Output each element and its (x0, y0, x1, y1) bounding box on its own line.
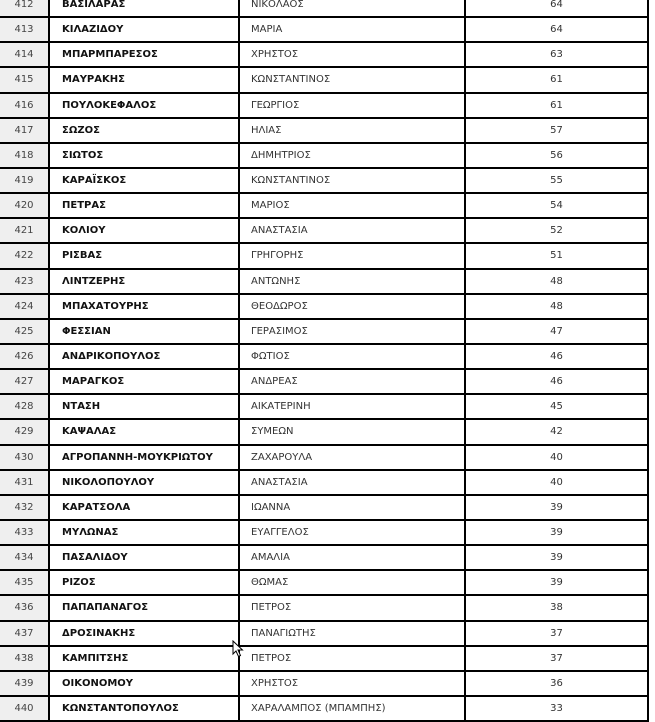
surname-cell: ΛΙΝΤΖΕΡΗΣ (50, 270, 240, 293)
first-name-cell: ΓΕΩΡΓΙΟΣ (240, 94, 466, 117)
votes-cell: 46 (466, 370, 649, 393)
surname-cell: ΠΟΥΛΟΚΕΦΑΛΟΣ (50, 94, 240, 117)
votes-cell: 37 (466, 647, 649, 670)
votes-cell: 39 (466, 521, 649, 544)
votes-cell: 45 (466, 395, 649, 418)
surname-cell: ΚΙΛΑΖΙΔΟΥ (50, 18, 240, 41)
first-name-cell: ΕΥΑΓΓΕΛΟΣ (240, 521, 466, 544)
first-name-cell: ΑΝΔΡΕΑΣ (240, 370, 466, 393)
votes-cell: 42 (466, 420, 649, 443)
table-row (0, 68, 649, 93)
table-row (0, 370, 649, 395)
row-number: 425 (0, 320, 50, 343)
row-number: 412 (0, 0, 50, 16)
table-row (0, 546, 649, 571)
surname-cell: ΚΟΛΙΟΥ (50, 219, 240, 242)
votes-cell: 56 (466, 144, 649, 167)
votes-cell: 33 (466, 697, 649, 720)
row-number: 431 (0, 471, 50, 494)
surname-cell: ΜΠΑΧΑΤΟΥΡΗΣ (50, 295, 240, 318)
row-number: 422 (0, 244, 50, 267)
row-number: 433 (0, 521, 50, 544)
votes-cell: 48 (466, 295, 649, 318)
table-row (0, 295, 649, 320)
table-row (0, 320, 649, 345)
first-name-cell: ΧΡΗΣΤΟΣ (240, 43, 466, 66)
surname-cell: ΠΑΠΑΠΑΝΑΓΟΣ (50, 596, 240, 619)
surname-cell: ΚΑΜΠΙΤΣΗΣ (50, 647, 240, 670)
surname-cell: ΝΤΑΣΗ (50, 395, 240, 418)
table-row (0, 94, 649, 119)
surname-cell: ΚΑΡΑΤΣΟΛΑ (50, 496, 240, 519)
first-name-cell: ΚΩΝΣΤΑΝΤΙΝΟΣ (240, 68, 466, 91)
table-row (0, 596, 649, 621)
row-number: 428 (0, 395, 50, 418)
surname-cell: ΚΩΝΣΤΑΝΤΟΠΟΥΛΟΣ (50, 697, 240, 720)
table-row (0, 622, 649, 647)
row-number: 439 (0, 672, 50, 695)
votes-cell: 39 (466, 496, 649, 519)
votes-cell: 39 (466, 546, 649, 569)
first-name-cell: ΗΛΙΑΣ (240, 119, 466, 142)
surname-cell: ΑΝΔΡΙΚΟΠΟΥΛΟΣ (50, 345, 240, 368)
first-name-cell: ΧΡΗΣΤΟΣ (240, 672, 466, 695)
surname-cell: ΜΠΑΡΜΠΑΡΕΣΟΣ (50, 43, 240, 66)
surname-cell: ΜΑΡΑΓΚΟΣ (50, 370, 240, 393)
first-name-cell: ΑΝΑΣΤΑΣΙΑ (240, 471, 466, 494)
votes-cell: 39 (466, 571, 649, 594)
first-name-cell: ΝΙΚΟΛΑΟΣ (240, 0, 466, 16)
first-name-cell: ΚΩΝΣΤΑΝΤΙΝΟΣ (240, 169, 466, 192)
votes-cell: 57 (466, 119, 649, 142)
votes-cell: 46 (466, 345, 649, 368)
table-row (0, 219, 649, 244)
surname-cell: ΒΑΣΙΛΑΡΑΣ (50, 0, 240, 16)
surname-cell: ΡΙΖΟΣ (50, 571, 240, 594)
row-number: 440 (0, 697, 50, 720)
mouse-pointer-icon (232, 640, 244, 662)
votes-cell: 51 (466, 244, 649, 267)
first-name-cell: ΓΕΡΑΣΙΜΟΣ (240, 320, 466, 343)
row-number: 427 (0, 370, 50, 393)
table-row (0, 647, 649, 672)
surname-cell: ΚΑΡΑΪΣΚΟΣ (50, 169, 240, 192)
first-name-cell: ΠΕΤΡΟΣ (240, 647, 466, 670)
row-number: 418 (0, 144, 50, 167)
table-row (0, 144, 649, 169)
votes-cell: 55 (466, 169, 649, 192)
table-row (0, 471, 649, 496)
table-row (0, 0, 649, 18)
table-row (0, 270, 649, 295)
surname-cell: ΣΙΩΤΟΣ (50, 144, 240, 167)
first-name-cell: ΑΝΤΩΝΗΣ (240, 270, 466, 293)
votes-cell: 64 (466, 18, 649, 41)
first-name-cell: ΧΑΡΑΛΑΜΠΟΣ (ΜΠΑΜΠΗΣ) (240, 697, 466, 720)
votes-cell: 61 (466, 94, 649, 117)
table-row (0, 244, 649, 269)
table-row (0, 697, 649, 722)
table-row (0, 446, 649, 471)
row-number: 429 (0, 420, 50, 443)
votes-cell: 64 (466, 0, 649, 16)
surname-cell: ΣΩΖΟΣ (50, 119, 240, 142)
table-row (0, 43, 649, 68)
table-row (0, 18, 649, 43)
row-number: 424 (0, 295, 50, 318)
votes-cell: 61 (466, 68, 649, 91)
row-number: 432 (0, 496, 50, 519)
row-number: 437 (0, 622, 50, 645)
row-number: 430 (0, 446, 50, 469)
table-row (0, 395, 649, 420)
first-name-cell: ΙΩΑΝΝΑ (240, 496, 466, 519)
first-name-cell: ΠΑΝΑΓΙΩΤΗΣ (240, 622, 466, 645)
votes-cell: 37 (466, 622, 649, 645)
votes-cell: 52 (466, 219, 649, 242)
table-row (0, 420, 649, 445)
votes-cell: 40 (466, 446, 649, 469)
votes-cell: 47 (466, 320, 649, 343)
votes-cell: 38 (466, 596, 649, 619)
surname-cell: ΚΑΨΑΛΑΣ (50, 420, 240, 443)
table-row (0, 571, 649, 596)
row-number: 434 (0, 546, 50, 569)
table-row (0, 119, 649, 144)
row-number: 435 (0, 571, 50, 594)
surname-cell: ΟΙΚΟΝΟΜΟΥ (50, 672, 240, 695)
table-row (0, 345, 649, 370)
row-number: 419 (0, 169, 50, 192)
first-name-cell: ΔΗΜΗΤΡΙΟΣ (240, 144, 466, 167)
row-number: 417 (0, 119, 50, 142)
surname-cell: ΝΙΚΟΛΟΠΟΥΛΟΥ (50, 471, 240, 494)
votes-cell: 63 (466, 43, 649, 66)
row-number: 426 (0, 345, 50, 368)
first-name-cell: ΘΕΟΔΩΡΟΣ (240, 295, 466, 318)
surname-cell: ΡΙΣΒΑΣ (50, 244, 240, 267)
surname-cell: ΦΕΣΣΙΑΝ (50, 320, 240, 343)
surname-cell: ΑΓΡΟΠΑΝΝΗ-ΜΟΥΚΡΙΩΤΟΥ (50, 446, 240, 469)
table-row (0, 672, 649, 697)
surname-cell: ΜΑΥΡΑΚΗΣ (50, 68, 240, 91)
row-number: 413 (0, 18, 50, 41)
surname-cell: ΜΥΛΩΝΑΣ (50, 521, 240, 544)
first-name-cell: ΘΩΜΑΣ (240, 571, 466, 594)
surname-cell: ΠΕΤΡΑΣ (50, 194, 240, 217)
row-number: 436 (0, 596, 50, 619)
first-name-cell: ΜΑΡΙΑ (240, 18, 466, 41)
table-row (0, 521, 649, 546)
row-number: 423 (0, 270, 50, 293)
row-number: 414 (0, 43, 50, 66)
votes-cell: 48 (466, 270, 649, 293)
first-name-cell: ΜΑΡΙΟΣ (240, 194, 466, 217)
first-name-cell: ΑΝΑΣΤΑΣΙΑ (240, 219, 466, 242)
row-number: 416 (0, 94, 50, 117)
row-number: 421 (0, 219, 50, 242)
surname-cell: ΔΡΟΣΙΝΑΚΗΣ (50, 622, 240, 645)
votes-cell: 36 (466, 672, 649, 695)
table-row (0, 169, 649, 194)
row-number: 420 (0, 194, 50, 217)
row-number: 415 (0, 68, 50, 91)
votes-cell: 54 (466, 194, 649, 217)
votes-cell: 40 (466, 471, 649, 494)
table-row (0, 496, 649, 521)
first-name-cell: ΑΜΑΛΙΑ (240, 546, 466, 569)
row-number: 438 (0, 647, 50, 670)
table-row (0, 194, 649, 219)
first-name-cell: ΖΑΧΑΡΟΥΛΑ (240, 446, 466, 469)
first-name-cell: ΓΡΗΓΟΡΗΣ (240, 244, 466, 267)
first-name-cell: ΑΙΚΑΤΕΡΙΝΗ (240, 395, 466, 418)
first-name-cell: ΠΕΤΡΟΣ (240, 596, 466, 619)
first-name-cell: ΣΥΜΕΩΝ (240, 420, 466, 443)
first-name-cell: ΦΩΤΙΟΣ (240, 345, 466, 368)
surname-cell: ΠΑΣΑΛΙΔΟΥ (50, 546, 240, 569)
